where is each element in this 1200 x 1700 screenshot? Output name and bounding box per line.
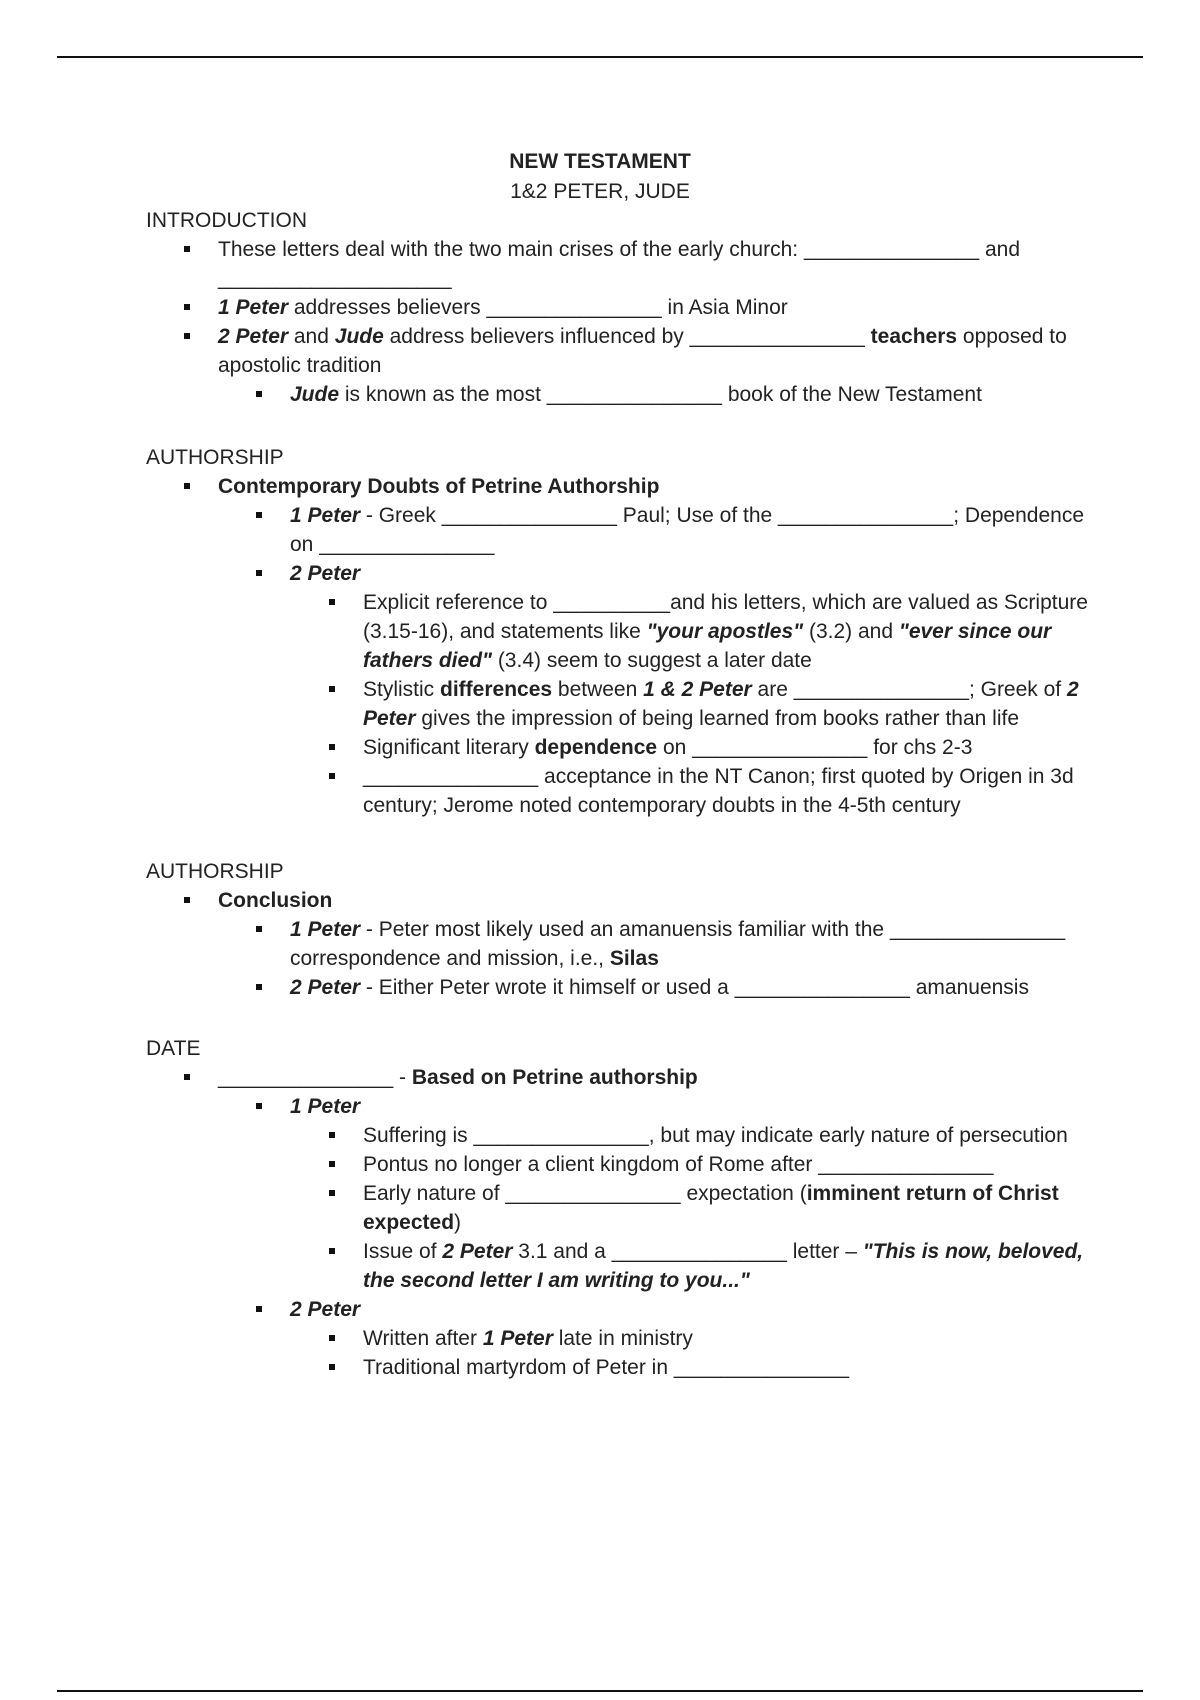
list-item: These letters deal with the two main crises of the early church: _______________ and ____________________	[146, 235, 1090, 293]
bullet-icon	[329, 1161, 335, 1167]
bullet-icon	[329, 744, 335, 750]
section-heading: INTRODUCTION	[146, 209, 307, 232]
list-item: 1 Peter - Peter most likely used an amanuensis familiar with the _______________ correspondence and mission, i.e., Silas	[146, 915, 1090, 973]
list-item: Conclusion	[146, 886, 1090, 915]
fill-blank: _______________	[546, 383, 722, 406]
bullet-list	[146, 1063, 1090, 1382]
fill-blank: _______________	[673, 1356, 850, 1379]
fill-blank: _______________	[778, 504, 954, 527]
bullet-icon	[184, 304, 190, 310]
date-section	[146, 1034, 1090, 1382]
bullet-list	[146, 886, 1090, 1002]
bottom-rule	[57, 1690, 1143, 1692]
list-item: Pontus no longer a client kingdom of Rome after _______________	[146, 1150, 1090, 1179]
list-item: Significant literary dependence on _______________ for chs 2-3	[146, 733, 1090, 762]
bullet-list	[146, 235, 1090, 409]
bullet-list	[146, 472, 1090, 820]
fill-blank: _______________	[689, 325, 865, 348]
list-item: _______________ - Based on Petrine authorship	[146, 1063, 1090, 1092]
bullet-icon	[256, 1103, 262, 1109]
bullet-icon	[184, 483, 190, 489]
fill-blank: _______________	[818, 1153, 994, 1176]
bullet-icon	[256, 926, 262, 932]
fill-blank: _______________	[363, 765, 539, 788]
list-item: 1 Peter addresses believers _______________ in Asia Minor	[146, 293, 1090, 322]
list-item: _______________ acceptance in the NT Canon; first quoted by Origen in 3d century; Jerome noted contemporary doubts in the 4-5th century	[146, 762, 1090, 820]
section-heading: AUTHORSHIP	[146, 446, 284, 469]
bullet-icon	[184, 333, 190, 339]
section-heading: DATE	[146, 1037, 201, 1060]
authorship-doubts-section	[146, 443, 1090, 820]
fill-blank: _______________	[319, 533, 495, 556]
fill-blank: _______________	[218, 1066, 394, 1089]
fill-blank: _______________	[473, 1124, 649, 1147]
list-item: Traditional martyrdom of Peter in _______________	[146, 1353, 1090, 1382]
introduction-section	[146, 206, 1090, 409]
list-item: 2 Peter	[146, 559, 1090, 588]
bullet-icon	[329, 599, 335, 605]
fill-blank: _______________	[486, 296, 662, 319]
bullet-icon	[329, 686, 335, 692]
bullet-icon	[329, 1248, 335, 1254]
fill-blank: _______________	[793, 678, 969, 701]
bullet-icon	[329, 1335, 335, 1341]
fill-blank: _______________	[803, 238, 980, 261]
list-item: Written after 1 Peter late in ministry	[146, 1324, 1090, 1353]
list-item: Suffering is _______________, but may indicate early nature of persecution	[146, 1121, 1090, 1150]
fill-blank: _______________	[734, 976, 910, 999]
bullet-icon	[184, 897, 190, 903]
list-item: 1 Peter - Greek _______________ Paul; Use of the _______________; Dependence on _______________	[146, 501, 1090, 559]
bullet-icon	[256, 512, 262, 518]
fill-blank: _______________	[889, 918, 1066, 941]
bullet-icon	[329, 773, 335, 779]
bullet-icon	[184, 246, 190, 252]
section-heading: AUTHORSHIP	[146, 860, 284, 883]
document-title: NEW TESTAMENT	[509, 150, 691, 173]
fill-blank: _______________	[692, 736, 868, 759]
fill-blank: _______________	[441, 504, 617, 527]
fill-blank: _______________	[505, 1182, 681, 1205]
list-item: Stylistic differences between 1 & 2 Peter are _______________; Greek of 2 Peter gives the impression of being learned from books rather than life	[146, 675, 1090, 733]
bullet-icon	[329, 1190, 335, 1196]
list-item: Early nature of _______________ expectation (imminent return of Christ expected)	[146, 1179, 1090, 1237]
bullet-icon	[256, 391, 262, 397]
list-item: Contemporary Doubts of Petrine Authorship	[146, 472, 1090, 501]
list-item: Explicit reference to __________and his letters, which are valued as Scripture (3.15-16), and statements like "your apostles" (3.2) and "ever since our fathers died" (3.4) seem to suggest a later date	[146, 588, 1090, 675]
fill-blank: _______________	[611, 1240, 787, 1263]
list-item: 2 Peter and Jude address believers influenced by _______________ teachers opposed to apostolic tradition	[146, 322, 1090, 380]
list-item: Jude is known as the most _______________ book of the New Testament	[146, 380, 1090, 409]
fill-blank: __________	[553, 591, 671, 614]
list-item: 2 Peter - Either Peter wrote it himself or used a _______________ amanuensis	[146, 973, 1090, 1002]
authorship-conclusion-section	[146, 857, 1090, 1002]
bullet-icon	[329, 1132, 335, 1138]
top-rule	[57, 56, 1143, 58]
list-item: 1 Peter	[146, 1092, 1090, 1121]
bullet-icon	[256, 984, 262, 990]
list-item: 2 Peter	[146, 1295, 1090, 1324]
bullet-icon	[329, 1364, 335, 1370]
bullet-icon	[256, 1306, 262, 1312]
list-item: Issue of 2 Peter 3.1 and a _______________ letter – "This is now, beloved, the second letter I am writing to you..."	[146, 1237, 1090, 1295]
bullet-icon	[184, 1074, 190, 1080]
document-subtitle: 1&2 PETER, JUDE	[510, 180, 690, 203]
fill-blank: ____________________	[218, 267, 452, 290]
bullet-icon	[256, 570, 262, 576]
